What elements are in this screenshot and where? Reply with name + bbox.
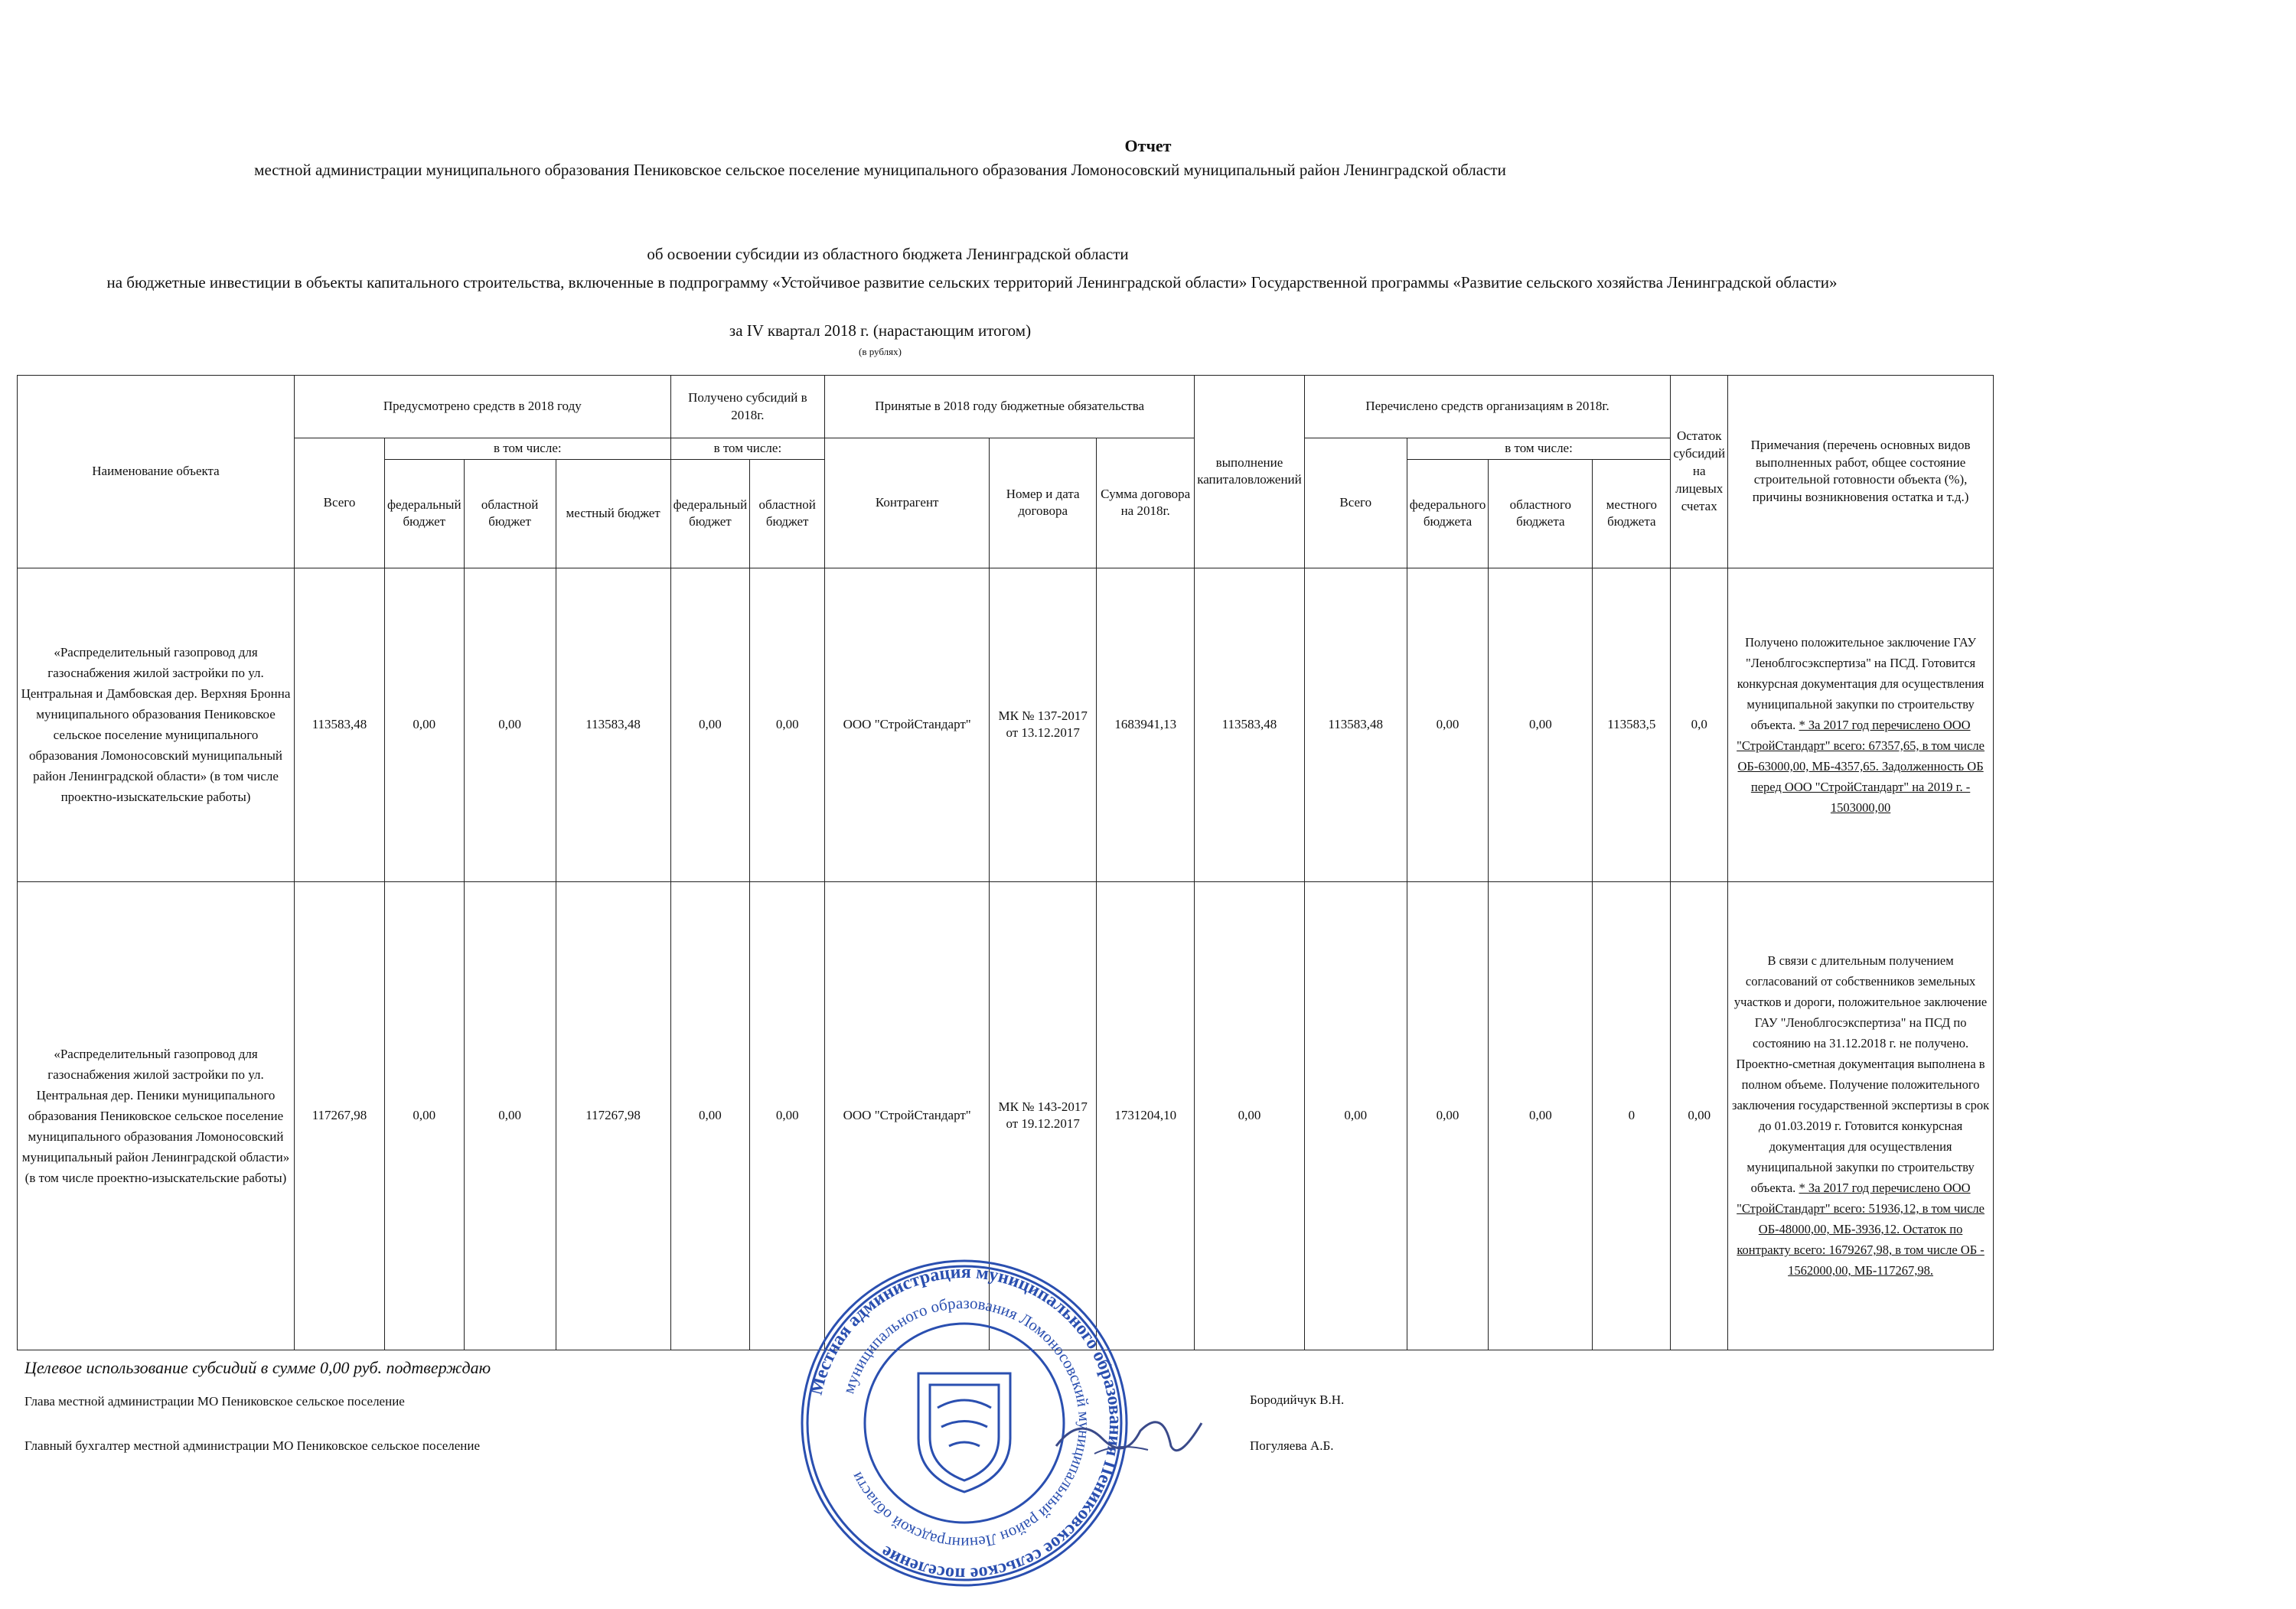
capital-works-cell: 113583,48 xyxy=(1195,568,1305,881)
contract-cell: МК № 143-2017 от 19.12.2017 xyxy=(990,881,1097,1350)
contractor-cell: ООО "СтройСтандарт" xyxy=(825,881,990,1350)
report-title: Отчет xyxy=(1124,136,1172,155)
head-role: Глава местной администрации МО Пениковское сельское поселение xyxy=(24,1394,405,1409)
header-received: Получено субсидий в 2018г. xyxy=(670,376,825,438)
note-cell xyxy=(1728,881,1994,1350)
transferred-local-cell: 113583,5 xyxy=(1593,568,1671,881)
object-name-cell: «Распределительный газопровод для газоснабжения жилой застройки по ул. Центральная дер. Пеники муниципального образования Пениковское сельское поселение муниципального образования Ломоносовский муниципальный район Ленинградской области» (в том числе проектно-изыскательские работы) xyxy=(18,881,295,1350)
header-capital-works: выполнение капиталовложений xyxy=(1195,376,1305,568)
header-including-2: в том числе: xyxy=(670,438,825,460)
header-object-name: Наименование объекта xyxy=(18,376,295,568)
header-contract-no: Номер и дата договора xyxy=(990,438,1097,568)
balance-cell: 0,00 xyxy=(1671,881,1728,1350)
header-contract-sum: Сумма договора на 2018г. xyxy=(1097,438,1195,568)
note-text: В связи с длительным получением согласований от собственников земельных участков и дороги, положительное заключение ГАУ "Леноблгосэкспертиза" на ПСД по состоянию на 31.12.2018 г. не получено. Проектно-сметная документация выполнена в полном объеме. Получение положительного заключения государственной экспертизы в срок до 01.03.2019 г. Готовится конкурсная документация для осуществления муниципальной закупки по строительству объекта. xyxy=(1731,953,1990,1196)
header-planned: Предусмотрено средств в 2018 году xyxy=(295,376,671,438)
planned-federal-cell: 0,00 xyxy=(385,568,465,881)
header-planned-regional: областной бюджет xyxy=(464,459,556,568)
planned-local-cell: 117267,98 xyxy=(556,881,670,1350)
administration-line: местной администрации муниципального образования Пениковское сельское поселение муниципального образования Ломоносовский муниципальный район Ленинградской области xyxy=(254,161,1506,179)
object-name-cell: «Распределительный газопровод для газоснабжения жилой застройки по ул. Центральная и Дамбовская дер. Верхняя Бронна муниципального образования Пениковское сельское поселение муниципального образования Ломоносовский муниципальный район Ленинградской области» (в том числе проектно-изыскательские работы) xyxy=(18,568,295,881)
note-underlined-text: * За 2017 год перечислено ООО "СтройСтандарт" всего: 67357,65, в том числе ОБ-63000,00, МБ-4357,65. Задолженность ОБ перед ООО "СтройСтандарт" на 2019 г. - 1503000,00 xyxy=(1737,717,1985,815)
contract-sum-cell: 1731204,10 xyxy=(1097,881,1195,1350)
confirmation-text: Целевое использование субсидий в сумме 0,00 руб. подтверждаю xyxy=(24,1358,491,1377)
planned-federal-cell: 0,00 xyxy=(385,881,465,1350)
accountant-role: Главный бухгалтер местной администрации МО Пениковское сельское поселение xyxy=(24,1438,481,1453)
capital-works-cell: 0,00 xyxy=(1195,881,1305,1350)
purpose-line: на бюджетные инвестиции в объекты капитального строительства, включенные в подпрограмму «Устойчивое развитие сельских территорий Ленинградской области» Государственной программы «Развитие сельского хозяйства Ленинградской области» xyxy=(106,273,1838,292)
contract-cell: МК № 137-2017 от 13.12.2017 xyxy=(990,568,1097,881)
units-note: (в рублях) xyxy=(859,346,902,357)
header-received-federal: федеральный бюджет xyxy=(670,459,750,568)
transferred-total-cell: 113583,48 xyxy=(1304,568,1407,881)
header-transferred-total: Всего xyxy=(1304,438,1407,568)
planned-regional-cell: 0,00 xyxy=(464,568,556,881)
received-federal-cell: 0,00 xyxy=(670,881,750,1350)
note-cell xyxy=(1728,568,1994,881)
balance-cell: 0,0 xyxy=(1671,568,1728,881)
period-line: за IV квартал 2018 г. (нарастающим итогом) xyxy=(729,321,1032,340)
received-regional-cell: 0,00 xyxy=(750,568,825,881)
planned-total-cell: 117267,98 xyxy=(295,881,385,1350)
handwritten-signature xyxy=(1049,1400,1217,1469)
note-underlined-text: * За 2017 год перечислено ООО "СтройСтандарт" всего: 51936,12, в том числе ОБ-48000,00, МБ-3936,12. Остаток по контракту всего: 1679267,98, в том числе ОБ - 1562000,00, МБ-117267,98. xyxy=(1737,1181,1985,1278)
contract-sum-cell: 1683941,13 xyxy=(1097,568,1195,881)
coat-of-arms-icon xyxy=(918,1373,1010,1492)
planned-total-cell: 113583,48 xyxy=(295,568,385,881)
header-planned-total: Всего xyxy=(295,438,385,568)
header-including-3: в том числе: xyxy=(1407,438,1671,460)
header-obligations: Принятые в 2018 году бюджетные обязательства xyxy=(825,376,1195,438)
header-transferred-federal: федерального бюджета xyxy=(1407,459,1489,568)
note-text: Получено положительное заключение ГАУ "Леноблгосэкспертиза" на ПСД. Готовится конкурсная документация для осуществления муниципальной закупки по строительству объекта. xyxy=(1737,634,1985,732)
transferred-total-cell: 0,00 xyxy=(1304,881,1407,1350)
header-notes: Примечания (перечень основных видов выполненных работ, общее состояние строительной готовности объекта (%), причины возникновения остатка и т.д.) xyxy=(1728,376,1994,568)
head-name: Бородийчук В.Н. xyxy=(1250,1392,1345,1407)
header-transferred-regional: областного бюджета xyxy=(1489,459,1593,568)
header-balance: Остаток субсидий на лицевых счетах xyxy=(1671,376,1728,568)
header-transferred: Перечислено средств организациям в 2018г. xyxy=(1304,376,1671,438)
planned-regional-cell: 0,00 xyxy=(464,881,556,1350)
contractor-cell: ООО "СтройСтандарт" xyxy=(825,568,990,881)
table-row xyxy=(18,568,1994,881)
subject-line: об освоении субсидии из областного бюджета Ленинградской области xyxy=(647,245,1129,263)
accountant-name: Погуляева А.Б. xyxy=(1250,1438,1334,1453)
header-contractor: Контрагент xyxy=(825,438,990,568)
seal-outer-text: Местная администрация муниципального образования Пениковское сельское поселение xyxy=(806,1262,1126,1585)
seal-inner-text: муниципального образования Ломоносовский муниципальный район Ленинградской области xyxy=(839,1293,1094,1553)
transferred-local-cell: 0 xyxy=(1593,881,1671,1350)
header-transferred-local: местного бюджета xyxy=(1593,459,1671,568)
transferred-federal-cell: 0,00 xyxy=(1407,881,1489,1350)
received-regional-cell: 0,00 xyxy=(750,881,825,1350)
transferred-federal-cell: 0,00 xyxy=(1407,568,1489,881)
header-planned-local: местный бюджет xyxy=(556,459,670,568)
received-federal-cell: 0,00 xyxy=(670,568,750,881)
header-including-1: в том числе: xyxy=(385,438,671,460)
planned-local-cell: 113583,48 xyxy=(556,568,670,881)
header-received-regional: областной бюджет xyxy=(750,459,825,568)
header-planned-federal: федеральный бюджет xyxy=(385,459,465,568)
report-table xyxy=(17,375,1994,1350)
transferred-regional-cell: 0,00 xyxy=(1489,568,1593,881)
transferred-regional-cell: 0,00 xyxy=(1489,881,1593,1350)
